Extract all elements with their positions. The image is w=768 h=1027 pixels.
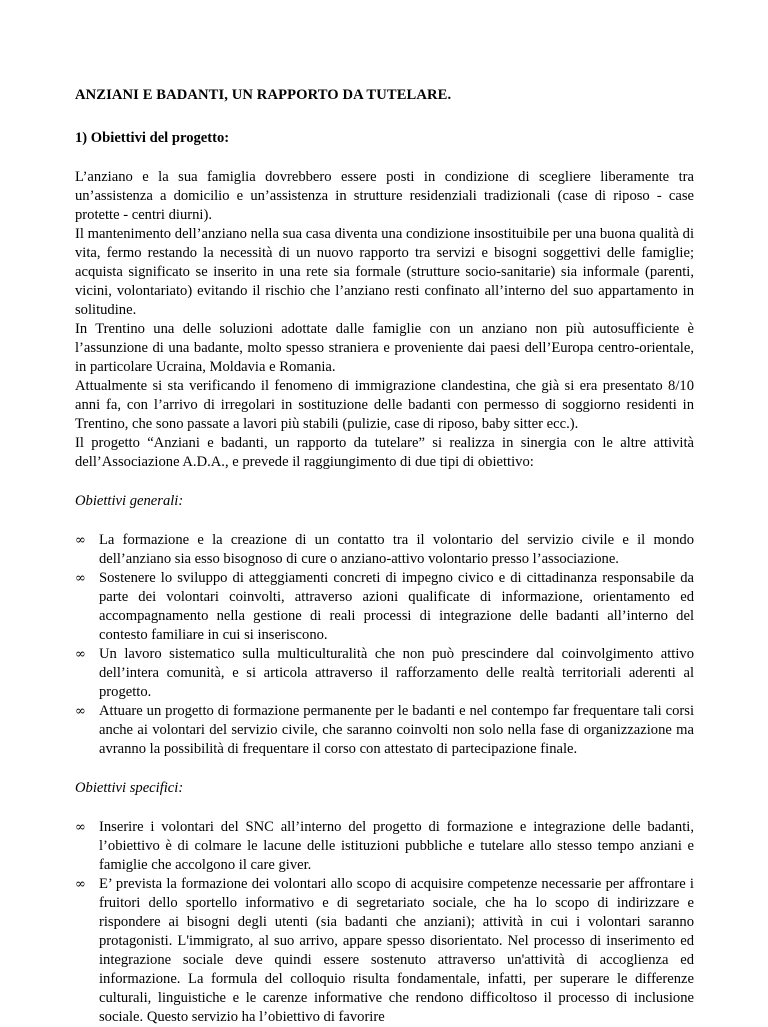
infinity-bullet-icon: ∞ <box>75 704 86 719</box>
general-objectives-list <box>75 531 694 759</box>
infinity-bullet-icon: ∞ <box>75 647 86 662</box>
general-objectives-heading: Obiettivi generali: <box>75 493 184 509</box>
infinity-bullet-icon: ∞ <box>75 820 86 835</box>
list-item-text: Attuare un progetto di formazione permanente per le badanti e nel contempo far frequentare tali corsi anche ai volontari del servizio civile, che saranno coinvolti non solo nella fase di organizzazione ma avranno la possibilità di frequentare il corso con attestato di partecipazione finale. <box>99 703 694 757</box>
section-heading-objectives: 1) Obiettivi del progetto: <box>75 130 230 146</box>
document-title: ANZIANI E BADANTI, UN RAPPORTO DA TUTELARE. <box>75 87 452 103</box>
intro-paragraph: Il progetto “Anziani e badanti, un rapporto da tutelare” si realizza in sinergia con le altre attività dell’Associazione A.D.A., e prevede il raggiungimento di due tipi di obiettivo: <box>75 435 694 470</box>
intro-paragraph: Il mantenimento dell’anziano nella sua casa diventa una condizione insostituibile per una buona qualità di vita, fermo restando la necessità di un nuovo rapporto tra servizi e bisogni soggettivi delle famiglie; acquista significato se inserito in una rete sia formale (strutture socio-sanitarie) sia informale (parenti, vicini, volontariato) evitando il rischio che l’anziano resti confinato all’interno del suo appartamento in solitudine. <box>75 226 694 318</box>
specific-objectives-list <box>75 818 694 1027</box>
specific-objectives-heading: Obiettivi specifici: <box>75 780 184 796</box>
list-item-text: Inserire i volontari del SNC all’interno del progetto di formazione e integrazione delle badanti, l’obiettivo è di colmare le lacune delle istituzioni pubbliche e tutelare allo stesso tempo anziani e famiglie che accolgono il care giver. <box>99 819 694 873</box>
list-item-text: La formazione e la creazione di un contatto tra il volontario del servizio civile e il mondo dell’anziano sia esso bisognoso di cure o anziano-attivo volontario presso l’associazione. <box>99 532 694 567</box>
list-item-text: E’ prevista la formazione dei volontari allo scopo di acquisire competenze necessarie per affrontare i fruitori dello sportello informativo e di segretariato sociale, che ha lo scopo di indirizzare e rispondere ai bisogni degli utenti (sia badanti che anziani); attività in cui i volontari saranno protagonisti. L'immigrato, al suo arrivo, appare spesso disorientato. Nel processo di inserimento ed integrazione sociale deve quindi essere sostenuto attraverso un'attività di accoglienza ed informazione. La formula del colloquio risulta fondamentale, infatti, per superare le differenze culturali, linguistiche e le carenze informative che rendono difficoltoso il processo di inclusione sociale. Questo servizio ha l’obiettivo di favorire <box>99 876 694 1025</box>
intro-text <box>75 168 694 472</box>
list-item <box>75 702 694 759</box>
list-item <box>75 645 694 702</box>
infinity-bullet-icon: ∞ <box>75 877 86 892</box>
list-item-text: Sostenere lo sviluppo di atteggiamenti concreti di impegno civico e di cittadinanza responsabile da parte dei volontari coinvolti, attraverso azioni qualificate di informazione, orientamento ed accompagnamento nella gestione di reali processi di integrazione delle badanti all’interno del contesto familiare in cui si inseriscono. <box>99 570 694 643</box>
infinity-bullet-icon: ∞ <box>75 533 86 548</box>
document-page <box>75 86 694 1027</box>
list-item <box>75 569 694 645</box>
list-item <box>75 531 694 569</box>
intro-paragraph: In Trentino una delle soluzioni adottate dalle famiglie con un anziano non più autosufficiente è l’assunzione di una badante, molto spesso straniera e proveniente dai paesi dell’Europa centro-orientale, in particolare Ucraina, Moldavia e Romania. <box>75 321 694 375</box>
intro-paragraph: L’anziano e la sua famiglia dovrebbero essere posti in condizione di scegliere liberamente tra un’assistenza a domicilio e un’assistenza in strutture residenziali tradizionali (case di riposo - case protette - centri diurni). <box>75 169 694 223</box>
intro-paragraph: Attualmente si sta verificando il fenomeno di immigrazione clandestina, che già si era presentato 8/10 anni fa, con l’arrivo di irregolari in sostituzione delle badanti con permesso di soggiorno residenti in Trentino, che sono passate a lavori più stabili (pulizie, case di riposo, baby sitter ecc.). <box>75 378 694 432</box>
infinity-bullet-icon: ∞ <box>75 571 86 586</box>
list-item <box>75 818 694 875</box>
list-item <box>75 875 694 1027</box>
list-item-text: Un lavoro sistematico sulla multiculturalità che non può prescindere dal coinvolgimento attivo dell’intera comunità, e si articola attraverso il rafforzamento delle realtà territoriali aderenti al progetto. <box>99 646 694 700</box>
